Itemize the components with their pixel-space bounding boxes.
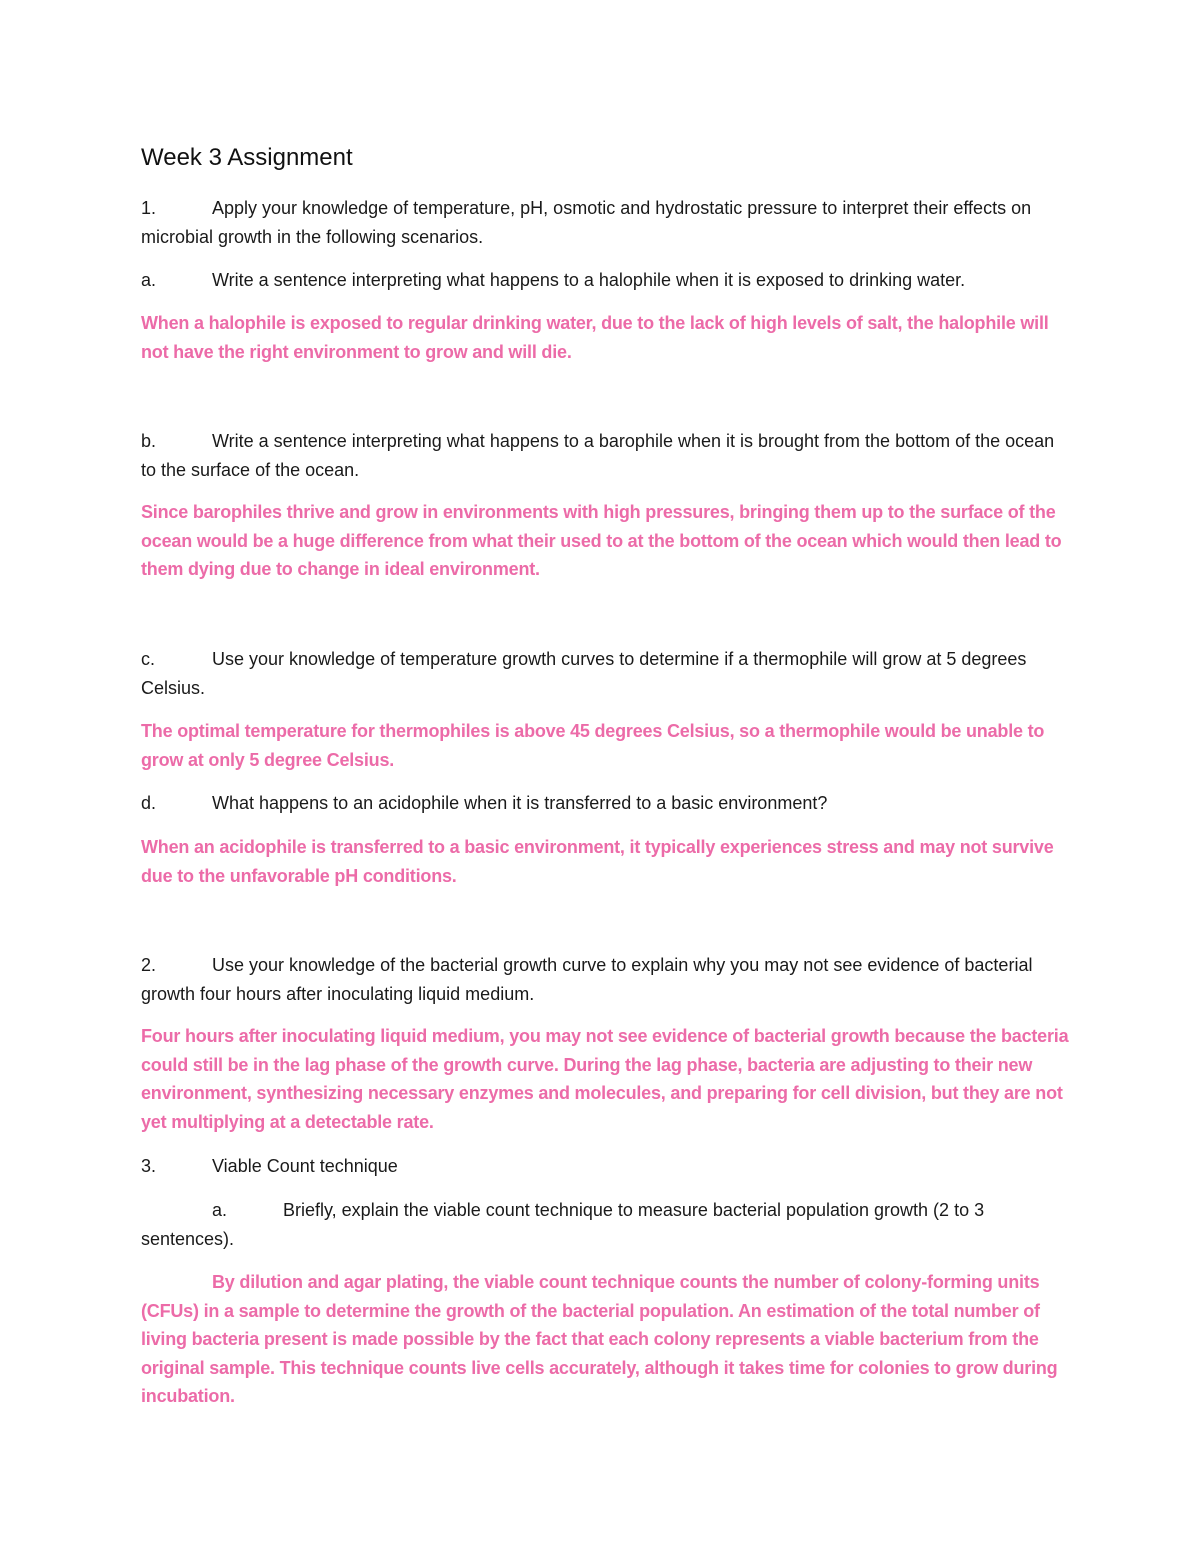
page-title: Week 3 Assignment — [141, 144, 353, 171]
answer-2: Four hours after inoculating liquid medium, you may not see evidence of bacterial growth because the bacteria could still be in the lag phase of the growth curve. During the lag phase, bacteria are adjusting to their new environment, synthesizing necessary enzymes and molecules, and preparing for cell division, but they are not yet multiplying at a detectable rate. — [141, 1026, 1069, 1132]
question-1-number: 1. — [141, 198, 157, 218]
question-1c-text: Use your knowledge of temperature growth curves to determine if a thermophile will grow at 5 degrees Celsius. — [141, 649, 1027, 698]
question-1a — [141, 266, 1071, 295]
question-3a-letter: a. — [212, 1200, 228, 1220]
question-1d — [141, 789, 1071, 818]
question-1b — [141, 427, 1071, 484]
question-1c — [141, 645, 1071, 702]
question-1a-text: Write a sentence interpreting what happens to a halophile when it is exposed to drinking water. — [212, 270, 966, 290]
question-3a — [141, 1196, 1071, 1253]
question-2-number: 2. — [141, 955, 157, 975]
question-1b-text: Write a sentence interpreting what happens to a barophile when it is brought from the bottom of the ocean to the surface of the ocean. — [141, 431, 1055, 480]
question-1d-letter: d. — [141, 793, 157, 813]
question-1 — [141, 194, 1071, 251]
question-3-number: 3. — [141, 1156, 157, 1176]
question-3a-text: Briefly, explain the viable count technique to measure bacterial population growth (2 to 3 sentences). — [141, 1200, 985, 1249]
question-1a-letter: a. — [141, 270, 157, 290]
answer-1c: The optimal temperature for thermophiles is above 45 degrees Celsius, so a thermophile would be unable to grow at only 5 degree Celsius. — [141, 721, 1045, 770]
question-1-text: Apply your knowledge of temperature, pH, osmotic and hydrostatic pressure to interpret their effects on microbial growth in the following scenarios. — [141, 198, 1032, 247]
question-1d-text: What happens to an acidophile when it is transferred to a basic environment? — [212, 793, 828, 813]
answer-3a: By dilution and agar plating, the viable count technique counts the number of colony-forming units (CFUs) in a sample to determine the growth of the bacterial population. An estimation of the total number of living bacteria present is made possible by the fact that each colony represents a viable bacterium from the original sample. This technique counts live cells accurately, although it takes time for colonies to grow during incubation. — [141, 1272, 1058, 1407]
answer-1b: Since barophiles thrive and grow in environments with high pressures, bringing them up to the surface of the ocean would be a huge difference from what their used to at the bottom of the ocean which would then lead to them dying due to change in ideal environment. — [141, 502, 1062, 580]
answer-1a: When a halophile is exposed to regular drinking water, due to the lack of high levels of salt, the halophile will not have the right environment to grow and will die. — [141, 313, 1049, 362]
question-2-text: Use your knowledge of the bacterial growth curve to explain why you may not see evidence of bacterial growth four hours after inoculating liquid medium. — [141, 955, 1033, 1004]
question-3-text: Viable Count technique — [212, 1156, 398, 1176]
question-1c-letter: c. — [141, 649, 156, 669]
question-2 — [141, 951, 1071, 1008]
answer-1d: When an acidophile is transferred to a basic environment, it typically experiences stress and may not survive due to the unfavorable pH conditions. — [141, 837, 1054, 886]
question-1b-letter: b. — [141, 431, 157, 451]
question-3 — [141, 1152, 1071, 1181]
